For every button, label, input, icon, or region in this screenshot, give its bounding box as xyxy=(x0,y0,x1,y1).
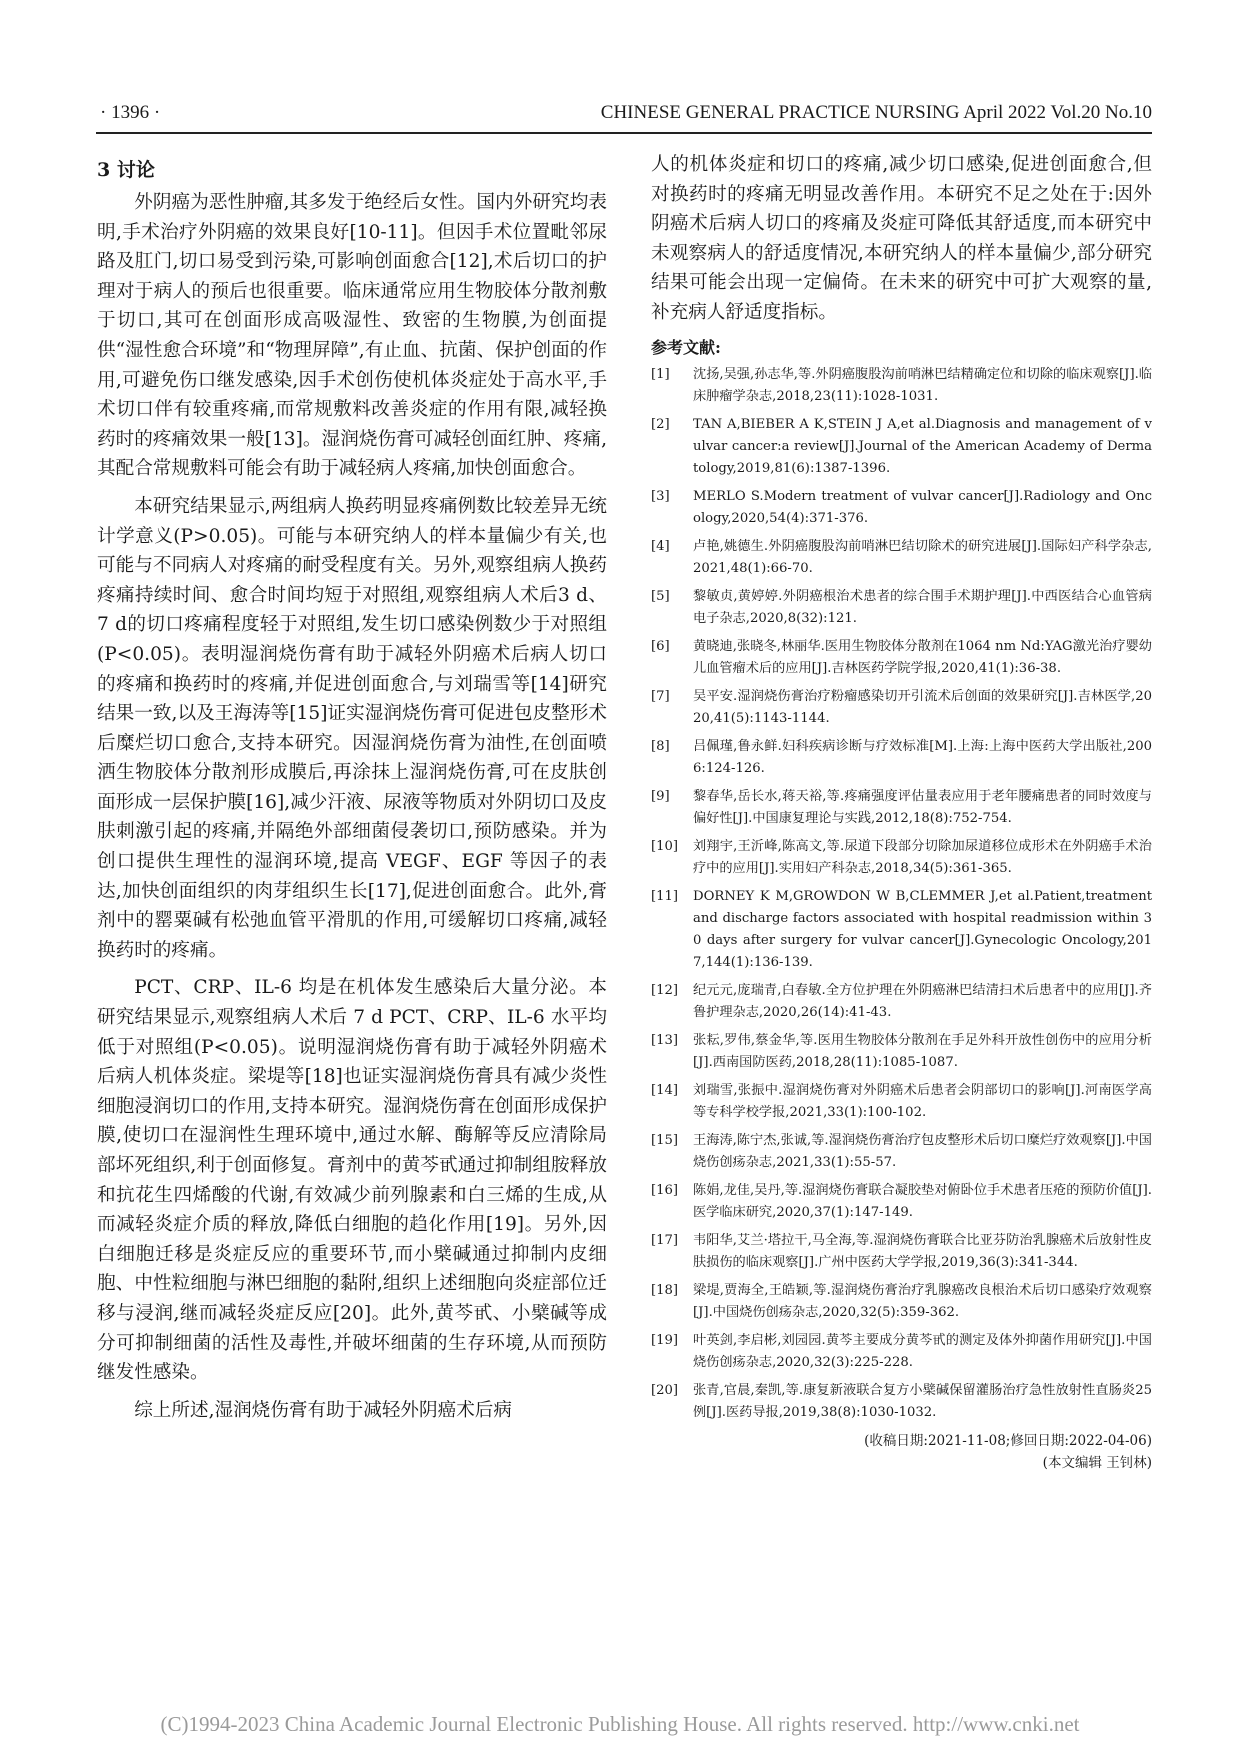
reference-item xyxy=(651,1080,1152,1124)
reference-item xyxy=(651,586,1152,630)
reference-text: 黎敏贞,黄婷婷.外阴癌根治术患者的综合围手术期护理[J].中西医结合心血管病电子杂志,2020,8(32):121. xyxy=(693,588,1152,626)
reference-item xyxy=(651,836,1152,880)
reference-number: [17] xyxy=(651,1232,679,1248)
reference-item xyxy=(651,1230,1152,1274)
reference-number: [16] xyxy=(651,1182,679,1198)
reference-item xyxy=(651,736,1152,780)
reference-text: 叶英剑,李启彬,刘园园.黄芩主要成分黄芩甙的测定及体外抑菌作用研究[J].中国烧伤创疡杂志,2020,32(3):225-228. xyxy=(693,1332,1152,1370)
reference-text: 张青,官晨,秦凯,等.康复新液联合复方小檗碱保留灌肠治疗急性放射性直肠炎25例[J].医药导报,2019,38(8):1030-1032. xyxy=(693,1382,1152,1420)
reference-text: 吕佩瑾,鲁永鲜.妇科疾病诊断与疗效标准[M].上海:上海中医药大学出版社,2006:124-126. xyxy=(693,738,1152,776)
discussion-paragraph-1: 外阴癌为恶性肿瘤,其多发于绝经后女性。国内外研究均表明,手术治疗外阴癌的效果良好[10-11]。但因手术位置毗邻尿路及肛门,切口易受到污染,可影响创面愈合[12],术后切口的护理对于病人的预后也很重要。临床通常应用生物胶体分散剂敷于切口,其可在创面形成高吸湿性、致密的生物膜,为创面提供“湿性愈合环境”和“物理屏障”,有止血、抗菌、保护创面的作用,可避免伤口继发感染,因手术创伤使机体炎症处于高水平,手术切口伴有较重疼痛,而常规敷料改善炎症的作用有限,减轻换药时的疼痛效果一般[13]。湿润烧伤膏可减轻创面红肿、疼痛,其配合常规敷料可能会有助于减轻病人疼痛,加快创面愈合。 xyxy=(97,192,607,480)
reference-item xyxy=(651,1130,1152,1174)
reference-text: MERLO S.Modern treatment of vulvar cancer[J].Radiology and Oncology,2020,54(4):371-376. xyxy=(693,488,1152,526)
reference-text: 王海涛,陈宁杰,张诚,等.湿润烧伤膏治疗包皮整形术后切口糜烂疗效观察[J].中国烧伤创疡杂志,2021,33(1):55-57. xyxy=(693,1132,1152,1170)
reference-item xyxy=(651,1380,1152,1424)
reference-item xyxy=(651,886,1152,974)
discussion-paragraph-4: 综上所述,湿润烧伤膏有助于减轻外阴癌术后病 xyxy=(134,1399,512,1421)
reference-number: [19] xyxy=(651,1332,679,1348)
reference-number: [1] xyxy=(651,366,670,382)
reference-text: TAN A,BIEBER A K,STEIN J A,et al.Diagnosis and management of vulvar cancer:a review[J].Journal of the American Academy of Dermatology,2019,81(6):1387-1396. xyxy=(693,416,1152,476)
reference-item xyxy=(651,1330,1152,1374)
discussion-paragraph-2: 本研究结果显示,两组病人换药明显疼痛例数比较差异无统计学意义(P>0.05)。可能与本研究纳人的样本量偏少有关,也可能与不同病人对疼痛的耐受程度有关。另外,观察组病人换药疼痛持续时间、愈合时间均短于对照组,观察组病人术后3 d、7 d的切口疼痛程度轻于对照组,发生切口感染例数少于对照组(P<0.05)。表明湿润烧伤膏有助于减轻外阴癌术后病人切口的疼痛和换药时的疼痛,并促进创面愈合,与刘瑞雪等[14]研究结果一致,以及王海涛等[15]证实湿润烧伤膏可促进包皮整形术后糜烂切口愈合,支持本研究。因湿润烧伤膏为油性,在创面喷洒生物胶体分散剂形成膜后,再涂抹上湿润烧伤膏,可在皮肤创面形成一层保护膜[16],减少汗液、尿液等物质对外阴切口及皮肤刺激引起的疼痛,并隔绝外部细菌侵袭切口,预防感染。并为创口提供生理性的湿润环境,提高 VEGF、EGF 等因子的表达,加快创面组织的肉芽组织生长[17],促进创面愈合。此外,膏剂中的罂粟碱有松弛血管平滑肌的作用,可缓解切口疼痛,减轻换药时的疼痛。 xyxy=(97,495,607,961)
section-title: 3 讨论 xyxy=(97,159,155,181)
references-title: 参考文献: xyxy=(651,337,721,357)
editor-note: (本文编辑 王钊林) xyxy=(1042,1454,1152,1471)
reference-list xyxy=(651,364,1152,1424)
reference-text: 陈娟,龙佳,吴丹,等.湿润烧伤膏联合凝胶垫对俯卧位手术患者压疮的预防价值[J].医学临床研究,2020,37(1):147-149. xyxy=(693,1182,1152,1220)
reference-item xyxy=(651,414,1152,480)
reference-item xyxy=(651,980,1152,1024)
reference-text: 纪元元,庞瑞青,白春敏.全方位护理在外阴癌淋巴结清扫术后患者中的应用[J].齐鲁护理杂志,2020,26(14):41-43. xyxy=(693,982,1152,1020)
page-number: · 1396 · xyxy=(100,102,161,123)
reference-text: 黄晓迪,张晓冬,林丽华.医用生物胶体分散剂在1064 nm Nd:YAG激光治疗婴幼儿血管瘤术后的应用[J].吉林医药学院学报,2020,41(1):36-38. xyxy=(693,638,1152,676)
left-column xyxy=(97,150,607,1433)
discussion-paragraph-4-continued: 人的机体炎症和切口的疼痛,减少切口感染,促进创面愈合,但对换药时的疼痛无明显改善作用。本研究不足之处在于:因外阴癌术后病人切口的疼痛及炎症可降低其舒适度,而本研究中未观察病人的舒适度情况,本研究纳人的样本量偏少,部分研究结果可能会出现一定偏倚。在未来的研究中可扩大观察的量,补充病人舒适度指标。 xyxy=(651,154,1152,323)
reference-number: [6] xyxy=(651,638,670,654)
reference-number: [15] xyxy=(651,1132,679,1148)
reference-number: [4] xyxy=(651,538,670,554)
reference-item xyxy=(651,1030,1152,1074)
reference-text: 吴平安.湿润烧伤膏治疗粉瘤感染切开引流术后创面的效果研究[J].吉林医学,2020,41(5):1143-1144. xyxy=(693,688,1152,726)
reference-text: 刘瑞雪,张振中.湿润烧伤膏对外阴癌术后患者会阴部切口的影响[J].河南医学高等专科学校学报,2021,33(1):100-102. xyxy=(693,1082,1152,1120)
reference-number: [20] xyxy=(651,1382,679,1398)
reference-item xyxy=(651,686,1152,730)
reference-item xyxy=(651,1180,1152,1224)
reference-number: [14] xyxy=(651,1082,679,1098)
reference-number: [18] xyxy=(651,1282,679,1298)
right-column xyxy=(651,150,1152,1474)
reference-number: [3] xyxy=(651,488,670,504)
reference-text: DORNEY K M,GROWDON W B,CLEMMER J,et al.Patient,treatment and discharge factors associated with hospital readmission within 30 days after surgery for vulvar cancer[J].Gynecologic Oncology,2017,144(1):136-139. xyxy=(693,888,1152,970)
discussion-paragraph-3: PCT、CRP、IL-6 均是在机体发生感染后大量分泌。本研究结果显示,观察组病人术后 7 d PCT、CRP、IL-6 水平均低于对照组(P<0.05)。说明湿润烧伤膏有助于减轻外阴癌术后病人机体炎症。梁堤等[18]也证实湿润烧伤膏具有减少炎性细胞浸润切口的作用,支持本研究。湿润烧伤膏在创面形成保护膜,使切口在湿润性生理环境中,通过水解、酶解等反应清除局部坏死组织,利于创面修复。膏剂中的黄芩甙通过抑制组胺释放和抗花生四烯酸的代谢,有效减少前列腺素和白三烯的生成,从而减轻炎症介质的释放,降低白细胞的趋化作用[19]。另外,因白细胞迁移是炎症反应的重要环节,而小檗碱通过抑制内皮细胞、中性粒细胞与淋巴细胞的黏附,组织上述细胞向炎症部位迁移与浸润,继而减轻炎症反应[20]。此外,黄芩甙、小檗碱等成分可抑制细菌的活性及毒性,并破坏细菌的生存环境,从而预防继发性感染。 xyxy=(97,977,607,1384)
reference-number: [13] xyxy=(651,1032,679,1048)
reference-text: 沈扬,吴强,孙志华,等.外阴癌腹股沟前哨淋巴结精确定位和切除的临床观察[J].临床肿瘤学杂志,2018,23(11):1028-1031. xyxy=(693,366,1152,404)
reference-item xyxy=(651,636,1152,680)
reference-text: 韦阳华,艾兰·塔拉干,马全海,等.湿润烧伤膏联合比亚芬防治乳腺癌术后放射性皮肤损伤的临床观察[J].广州中医药大学学报,2019,36(3):341-344. xyxy=(693,1232,1152,1270)
journal-info: CHINESE GENERAL PRACTICE NURSING April 2022 Vol.20 No.10 xyxy=(600,102,1152,123)
reference-number: [2] xyxy=(651,416,670,432)
reference-item xyxy=(651,1280,1152,1324)
reference-item xyxy=(651,364,1152,408)
reference-number: [5] xyxy=(651,588,670,604)
reference-text: 黎春华,岳长水,蒋天裕,等.疼痛强度评估量表应用于老年腰痛患者的同时效度与偏好性[J].中国康复理论与实践,2012,18(8):752-754. xyxy=(693,788,1152,826)
reference-text: 张耘,罗伟,蔡金华,等.医用生物胶体分散剂在手足外科开放性创伤中的应用分析[J].西南国防医药,2018,28(11):1085-1087. xyxy=(693,1032,1152,1070)
reference-number: [9] xyxy=(651,788,670,804)
reference-text: 刘翔宇,王沂峰,陈高文,等.尿道下段部分切除加尿道移位成形术在外阴癌手术治疗中的应用[J].实用妇产科杂志,2018,34(5):361-365. xyxy=(693,838,1152,876)
reference-item xyxy=(651,486,1152,530)
reference-text: 梁堤,贾海全,王皓颖,等.湿润烧伤膏治疗乳腺癌改良根治术后切口感染疗效观察[J].中国烧伤创疡杂志,2020,32(5):359-362. xyxy=(693,1282,1152,1320)
reference-item xyxy=(651,786,1152,830)
reference-number: [10] xyxy=(651,838,679,854)
reference-number: [8] xyxy=(651,738,670,754)
reference-item xyxy=(651,536,1152,580)
running-header xyxy=(96,96,1152,134)
reference-number: [7] xyxy=(651,688,670,704)
reference-number: [12] xyxy=(651,982,679,998)
received-dates: (收稿日期:2021-11-08;修回日期:2022-04-06) xyxy=(864,1432,1152,1449)
reference-text: 卢艳,姚德生.外阴癌腹股沟前哨淋巴结切除术的研究进展[J].国际妇产科学杂志,2021,48(1):66-70. xyxy=(693,538,1152,576)
copyright-footer: (C)1994-2023 China Academic Journal Electronic Publishing House. All rights reserved. http://www.cnki.net xyxy=(160,1712,1080,1736)
reference-number: [11] xyxy=(651,888,679,904)
